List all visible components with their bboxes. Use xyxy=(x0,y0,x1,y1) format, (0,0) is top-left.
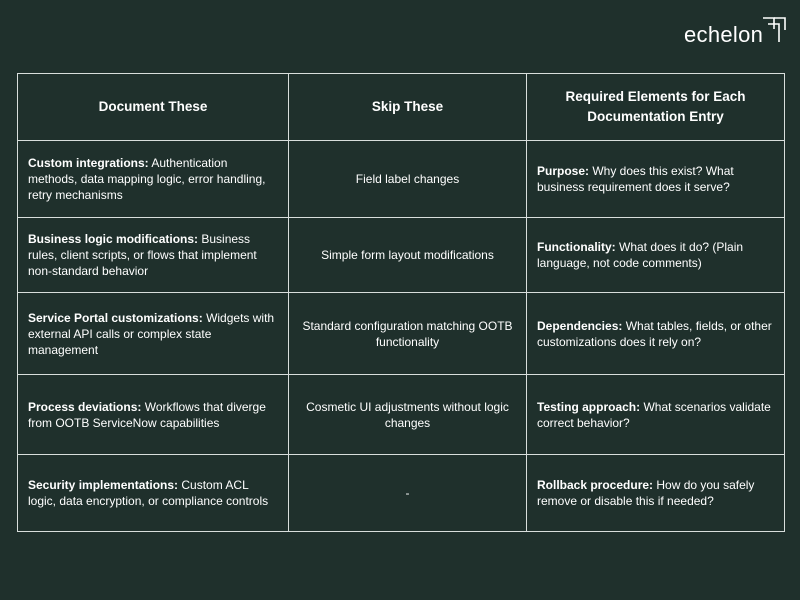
skip-cell: Standard configuration matching OOTB functionality xyxy=(289,293,527,375)
document-cell xyxy=(18,218,289,293)
required-text: What tables, fields, or other customizations does it rely on? xyxy=(537,318,772,349)
required-lead: Dependencies: xyxy=(537,318,623,333)
table-header-row xyxy=(18,74,785,141)
header-skip-these: Skip These xyxy=(289,74,527,141)
required-lead: Functionality: xyxy=(537,240,616,254)
required-text: What does it do? (Plain language, not code comments) xyxy=(537,240,744,270)
skip-cell: Field label changes xyxy=(289,141,527,218)
document-text: Custom ACL logic, data encryption, or compliance controls xyxy=(28,478,269,508)
document-lead: Process deviations: xyxy=(28,399,142,414)
required-text: How do you safely remove or disable this if needed? xyxy=(537,478,755,508)
corner-brackets-icon xyxy=(761,16,787,44)
skip-cell: Cosmetic UI adjustments without logic changes xyxy=(289,375,527,455)
document-cell xyxy=(18,293,289,375)
document-cell xyxy=(18,141,289,218)
document-text: Authentication methods, data mapping logic, error handling, retry mechanisms xyxy=(28,156,266,202)
skip-cell: Simple form layout modifications xyxy=(289,218,527,293)
header-document-these: Document These xyxy=(18,74,289,141)
document-lead: Security implementations: xyxy=(28,478,179,492)
required-lead: Purpose: xyxy=(537,164,590,178)
required-lead: Testing approach: xyxy=(537,399,641,414)
logo-wordmark: echelon xyxy=(684,22,764,47)
required-lead: Rollback procedure: xyxy=(537,478,654,492)
required-cell xyxy=(527,455,785,532)
table-row xyxy=(18,455,785,532)
required-text: Why does this exist? What business requirement does it serve? xyxy=(537,164,734,194)
header-required-elements: Required Elements for Each Documentation Entry xyxy=(527,74,785,141)
document-text: Workflows that diverge from OOTB ServiceNow capabilities xyxy=(28,399,266,430)
table-row xyxy=(18,293,785,375)
documentation-table xyxy=(17,73,785,532)
skip-cell: - xyxy=(289,455,527,532)
table-row xyxy=(18,375,785,455)
document-cell xyxy=(18,455,289,532)
table-row xyxy=(18,218,785,293)
document-cell xyxy=(18,375,289,455)
document-text: Widgets with external API calls or complex state management xyxy=(28,310,275,357)
required-cell xyxy=(527,375,785,455)
table-row xyxy=(18,141,785,218)
document-lead: Business logic modifications: xyxy=(28,232,199,246)
required-text: What scenarios validate correct behavior? xyxy=(537,399,771,430)
required-cell xyxy=(527,218,785,293)
echelon-logo xyxy=(684,16,787,46)
document-lead: Service Portal customizations: xyxy=(28,310,203,325)
document-lead: Custom integrations: xyxy=(28,156,149,170)
document-text: Business rules, client scripts, or flows that implement non-standard behavior xyxy=(28,232,257,278)
required-cell xyxy=(527,141,785,218)
required-cell xyxy=(527,293,785,375)
